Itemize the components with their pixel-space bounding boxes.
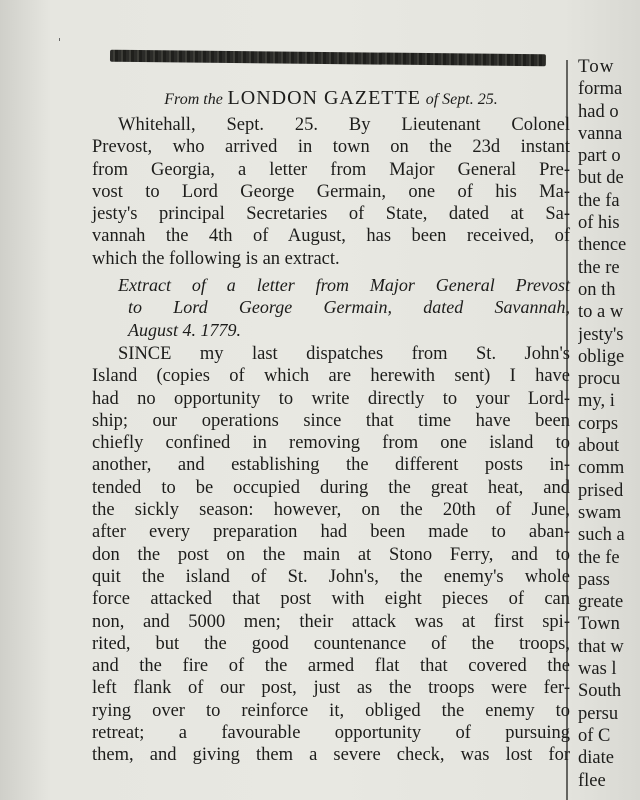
adjacent-column-line: jesty's [578,324,624,345]
letter-line: rying over to reinforce it, obliged the enemy to [92,700,570,721]
adjacent-column-line: on th [578,279,616,300]
margin-mark: ' [58,36,62,49]
letter-line: ship; our operations since that time have been [92,410,570,431]
extract-heading-line: August 4. 1779. [128,319,242,340]
adjacent-column-line: thence [578,235,627,256]
intro-line: jesty's principal Secretaries of State, dated at Sa- [92,204,570,225]
article-column [92,86,570,767]
letter-line: SINCE my last dispatches from St. John's [118,343,570,364]
letter-line: them, and giving them a severe check, was lost for [92,745,570,766]
adjacent-column-line: such a [578,525,625,546]
adjacent-column-line: Tow [578,56,615,77]
adjacent-column-line: flee [578,770,606,791]
letter-line: after every preparation had been made to aban- [92,522,570,543]
intro-line: which the following is an extract. [92,248,340,269]
adjacent-column-line: part o [578,146,621,167]
adjacent-column-line: procu [578,369,621,390]
intro-line: from Georgia, a letter from Major General Pre- [92,159,570,180]
decorative-rule [110,50,546,67]
adjacent-column-line: of his [578,213,620,234]
letter-line: chiefly confined in removing from one island to [92,433,570,454]
intro-paragraph [92,114,570,270]
intro-line: vannah the 4th of August, has been received, of [92,226,570,247]
letter-line: don the post on the main at Stono Ferry, and to [92,544,570,565]
article-heading [92,86,570,112]
letter-line: and the fire of the armed flat that covered the [92,656,570,677]
letter-line: left flank of our post, just as the troops were fer- [92,678,570,699]
adjacent-column-line: about [578,436,620,457]
letter-line: quit the island of St. John's, the enemy's whole [92,566,570,587]
adjacent-column-line: comm [578,458,625,479]
adjacent-column-line: the re [578,257,620,278]
adjacent-column-line: the fe [578,547,620,568]
letter-line: another, and establishing the different posts in- [92,455,570,476]
adjacent-column-line: was l [578,659,617,680]
extract-heading-line: to Lord George Germain, dated Savannah, [128,297,570,318]
adjacent-column-line: forma [578,79,623,100]
extract-heading [92,274,570,341]
adjacent-column-line: the fa [578,190,620,211]
adjacent-column-line: swam [578,502,622,523]
adjacent-column-line: prised [578,480,624,501]
adjacent-column-line: persu [578,703,619,724]
adjacent-column-line: but de [578,168,624,189]
adjacent-column-line: that w [578,636,624,657]
intro-line: Prevost, who arrived in town on the 23d instant [92,137,570,158]
adjacent-column-line: South [578,681,622,702]
letter-line: rited, but the good countenance of the troops, [92,633,570,654]
adjacent-column-line: vanna [578,123,623,144]
adjacent-column-line: oblige [578,346,625,367]
letter-line: tended to be occupied during the great heat, and [92,477,570,498]
heading-suffix: of Sept. 25. [425,91,498,108]
letter-line: had no opportunity to write directly to your Lord- [92,388,570,409]
adjacent-column-line: pass [578,569,610,590]
letter-line: retreat; a favourable opportunity of pursuing [92,723,570,744]
adjacent-column-line: my, i [578,391,615,412]
adjacent-column-line: to a w [578,302,624,323]
letter-line: Island (copies of which are herewith sent) I have [92,366,570,387]
letter-paragraph [92,343,570,767]
letter-line: non, and 5000 men; their attack was at first spi- [92,611,570,632]
adjacent-column-line: corps [578,413,619,434]
adjacent-column-line: diate [578,748,614,769]
adjacent-column-line: Town [578,614,620,635]
adjacent-column-line: had o [578,101,619,122]
adjacent-column-line: greate [578,592,624,613]
adjacent-column-fragment [578,56,640,792]
letter-line: force attacked that post with eight pieces of can [92,589,570,610]
adjacent-column-line: of C [578,725,611,746]
extract-heading-line: Extract of a letter from Major General Prevost [118,275,570,296]
letter-line: the sickly season: however, on the 20th of June, [92,500,570,521]
intro-line: Whitehall, Sept. 25. By Lieutenant Colonel [118,115,570,135]
heading-title: LONDON GAZETTE [227,87,421,109]
heading-prefix: From the [164,91,223,108]
intro-line: vost to Lord George Germain, one of his Ma- [92,181,570,202]
